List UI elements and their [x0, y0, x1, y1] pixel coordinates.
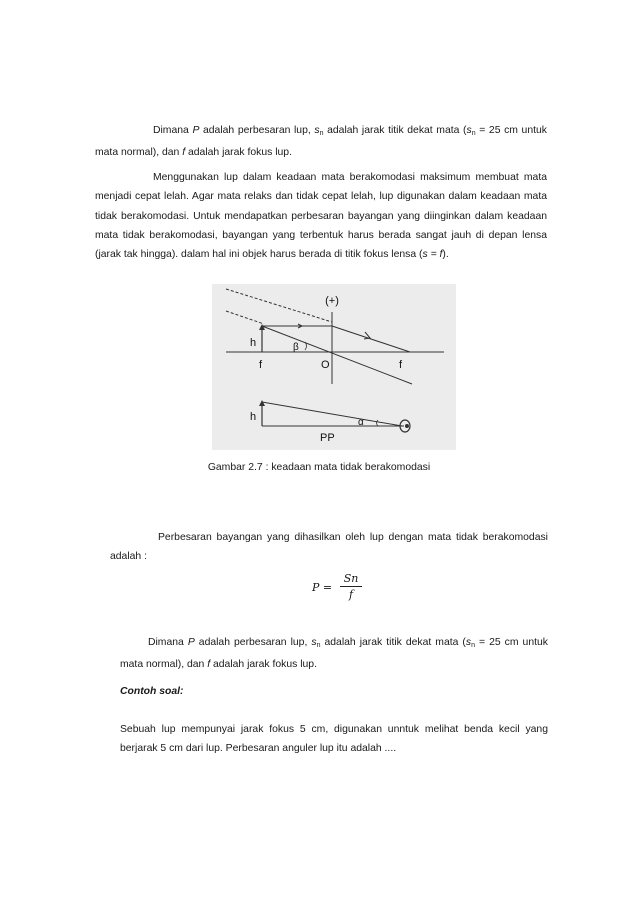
- pp-label: PP: [320, 432, 335, 444]
- equation-s-f: s = f: [422, 249, 443, 261]
- f-right-label: f: [399, 359, 403, 371]
- figure-background: [212, 284, 456, 450]
- heading-text: Contoh soal:: [120, 686, 184, 697]
- text: Dimana: [153, 125, 193, 136]
- lens-diagram-figure: [212, 284, 456, 450]
- symbol-f: f: [182, 147, 186, 159]
- alpha-label: α: [358, 417, 364, 428]
- text: ).: [442, 249, 449, 261]
- text: adalah jarak titik dekat mata (: [320, 637, 466, 648]
- paragraph-example-problem: Sebuah lup mempunyai jarak fokus 5 cm, digunakan unntuk melihat benda kecil yang berjarak 5 cm dari lup. Perbesaran anguler lup itu adalah ....: [120, 724, 548, 755]
- symbol-P: P: [192, 125, 200, 136]
- text: adalah perbesaran lup,: [194, 637, 312, 648]
- h2-label: h: [250, 411, 257, 423]
- text: Menggunakan lup dalam keadaan mata berakomodasi maksimum membuat mata menjadi cepat lelah. Agar mata relaks dan tidak cepat lelah, lup digunakan dalam keadaan mata tidak berakomodasi. Untuk mendapatkan perbesaran bayangan yang diinginkan dalam keadaan mata tidak berakomodasi, bayangan yang terbentuk harus berada sangat jauh di depan lensa (jarak tak hingga). dalam hal ini objek harus berada di titik fokus lensa (: [95, 172, 547, 261]
- symbol-f: f: [207, 659, 211, 671]
- h-label: h: [250, 337, 257, 349]
- text: Dimana: [148, 637, 188, 648]
- symbol-P: P: [187, 637, 195, 648]
- text: adalah jarak fokus lup.: [185, 147, 292, 159]
- formula-numerator: Sn: [343, 572, 359, 585]
- paragraph-explanation: [95, 168, 547, 264]
- fraction-bar: [340, 586, 362, 587]
- subscript-n: n: [319, 130, 324, 137]
- paragraph-definition-1: [95, 121, 547, 163]
- beta-label: β: [293, 342, 299, 353]
- f-left-label: f: [259, 359, 263, 371]
- symbol-s: s: [465, 637, 472, 648]
- symbol-s: s: [466, 125, 472, 136]
- subscript-n: n: [471, 642, 475, 649]
- subscript-n: n: [471, 130, 476, 137]
- symbol-s: s: [311, 637, 317, 648]
- subscript-n: n: [316, 642, 321, 649]
- text: adalah jarak titik dekat mata (: [323, 125, 467, 136]
- text: = 25 cm untuk mata normal), dan: [120, 637, 548, 671]
- O-label: O: [321, 359, 330, 371]
- lens-label: (+): [325, 295, 339, 307]
- eye-pupil: [405, 424, 409, 428]
- formula-lhs: P =: [312, 581, 333, 594]
- paragraph-definition-2: [120, 633, 548, 675]
- formula-fraction: [340, 572, 362, 601]
- symbol-s: s: [314, 125, 320, 136]
- paragraph-magnification: Perbesaran bayangan yang dihasilkan oleh lup dengan mata tidak berakomodasi adalah :: [110, 532, 548, 563]
- text: = 25 cm untuk mata normal), dan: [95, 125, 547, 159]
- text: adalah perbesaran lup,: [199, 125, 315, 136]
- formula-denominator: f: [348, 588, 354, 601]
- text: adalah jarak fokus lup.: [210, 659, 317, 671]
- heading-contoh-soal: [120, 682, 548, 701]
- figure-caption: Gambar 2.7 : keadaan mata tidak berakomodasi: [207, 462, 431, 473]
